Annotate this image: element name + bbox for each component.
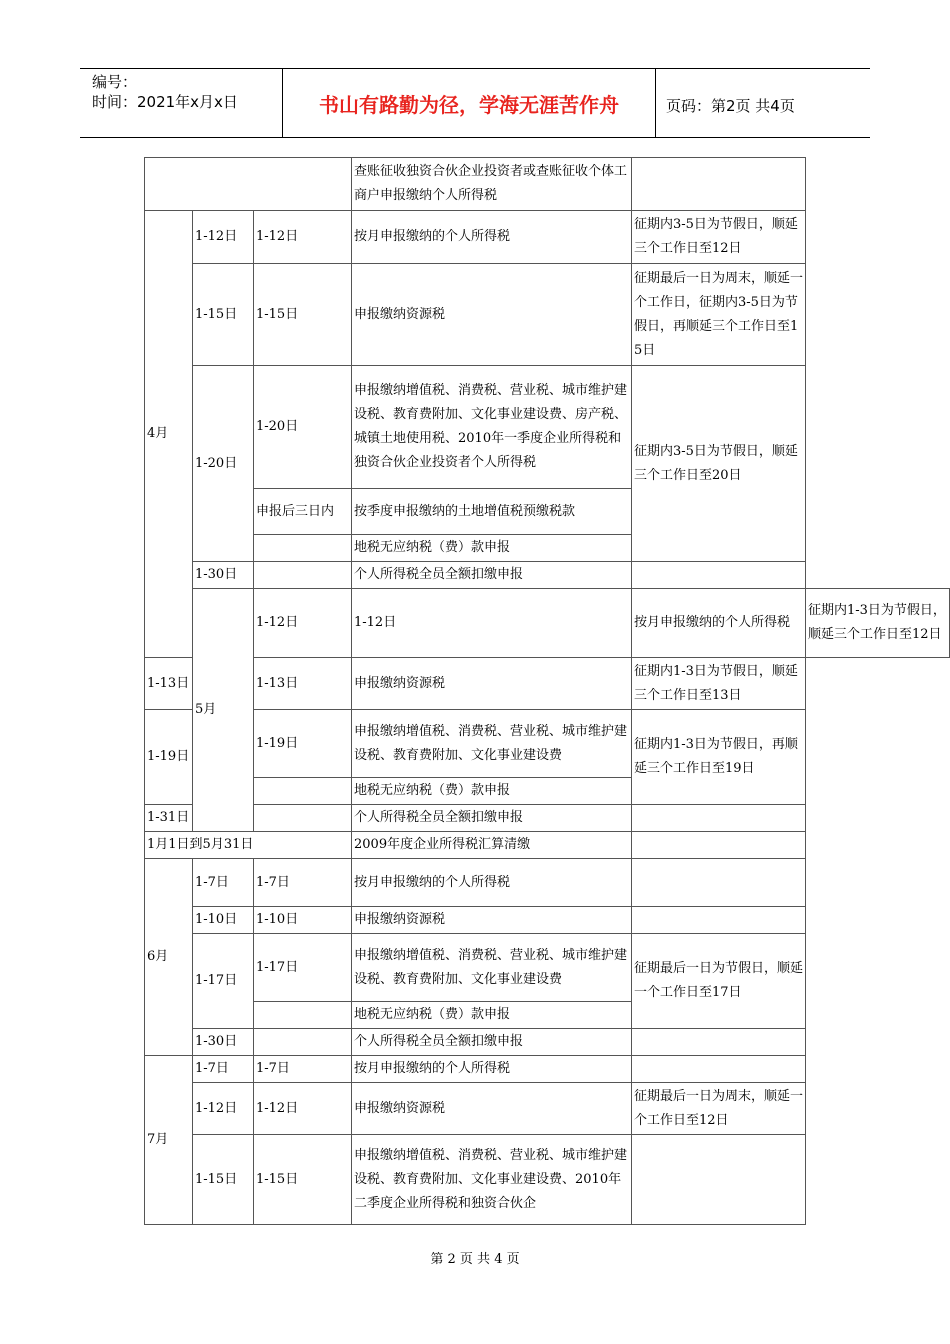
table-row	[145, 778, 950, 805]
deadline-cell: 1-12日	[254, 211, 352, 264]
table-row	[145, 832, 950, 859]
note-cell: 征期内1-3日为节假日，顺延三个工作日至13日	[632, 658, 806, 710]
item-cell: 个人所得税全员全额扣缴申报	[352, 805, 632, 832]
deadline-cell: 1-17日	[254, 934, 352, 1002]
period-cell: 1-7日	[193, 1056, 254, 1083]
period-cell: 1-30日	[193, 1029, 254, 1056]
table-row	[145, 907, 950, 934]
period-cell: 1-15日	[193, 1135, 254, 1225]
table-row	[145, 366, 950, 489]
tax-calendar-table	[144, 157, 950, 1225]
item-cell: 申报缴纳资源税	[352, 1083, 632, 1135]
table-row	[145, 1029, 950, 1056]
deadline-cell: 1-20日	[254, 366, 352, 489]
page-header	[80, 68, 870, 138]
item-cell: 地税无应纳税（费）款申报	[352, 535, 632, 562]
table-row	[145, 489, 950, 535]
table-row	[145, 264, 950, 366]
deadline-cell: 1-7日	[254, 1056, 352, 1083]
month-cell: 5月	[193, 589, 254, 832]
table-row	[145, 934, 950, 1002]
deadline-cell: 1-10日	[254, 907, 352, 934]
deadline-cell: 1-13日	[254, 658, 352, 710]
note-cell: 征期最后一日为周末，顺延一个工作日，征期内3-5日为节假日，再顺延三个工作日至15日	[632, 264, 806, 366]
period-cell: 1-7日	[193, 859, 254, 907]
deadline-cell: 1-15日	[254, 1135, 352, 1225]
table-row	[145, 1083, 950, 1135]
table-row	[145, 211, 950, 264]
note-cell: 征期内1-3日为节假日，顺延三个工作日至12日	[806, 589, 950, 658]
table-row	[145, 805, 950, 832]
item-cell: 地税无应纳税（费）款申报	[352, 778, 632, 805]
period-cell: 1-13日	[145, 658, 193, 710]
period-cell: 1-20日	[193, 366, 254, 562]
table-row	[145, 859, 950, 907]
period-cell: 1-10日	[193, 907, 254, 934]
note-cell: 征期最后一日为节假日，顺延一个工作日至17日	[632, 934, 806, 1029]
item-cell: 申报缴纳增值税、消费税、营业税、城市维护建设税、教育费附加、文化事业建设费	[352, 710, 632, 778]
period-cell: 1-19日	[145, 710, 193, 805]
month-cell: 6月	[145, 859, 193, 1056]
table-row	[145, 658, 950, 710]
table-row	[145, 158, 950, 211]
item-cell: 个人所得税全员全额扣缴申报	[352, 1029, 632, 1056]
table-row	[145, 535, 950, 562]
period-cell: 1-31日	[145, 805, 193, 832]
item-cell: 申报缴纳资源税	[352, 907, 632, 934]
item-cell: 2009年度企业所得税汇算清缴	[352, 832, 632, 859]
table-row	[145, 1002, 950, 1029]
period-cell: 1-12日	[193, 211, 254, 264]
month-cell: 7月	[145, 1056, 193, 1225]
deadline-cell: 申报后三日内	[254, 489, 352, 535]
header-motto: 书山有路勤为径，学海无涯苦作舟	[283, 69, 656, 137]
item-cell: 申报缴纳资源税	[352, 658, 632, 710]
item-cell: 地税无应纳税（费）款申报	[352, 1002, 632, 1029]
table-row	[145, 562, 950, 589]
item-cell: 按月申报缴纳的个人所得税	[352, 211, 632, 264]
item-cell: 按季度申报缴纳的土地增值税预缴税款	[352, 489, 632, 535]
month-cell: 4月	[145, 211, 193, 658]
item-cell: 按月申报缴纳的个人所得税	[632, 589, 806, 658]
note-cell: 征期内3-5日为节假日，顺延三个工作日至20日	[632, 366, 806, 562]
deadline-cell: 1-19日	[254, 710, 352, 778]
deadline-cell: 1-12日	[352, 589, 632, 658]
period-cell: 1-12日	[193, 1083, 254, 1135]
item-cell: 申报缴纳资源税	[352, 264, 632, 366]
period-cell: 1-12日	[254, 589, 352, 658]
note-cell: 征期内3-5日为节假日，顺延三个工作日至12日	[632, 211, 806, 264]
item-cell: 个人所得税全员全额扣缴申报	[352, 562, 632, 589]
range-cell: 1月1日到5月31日	[145, 832, 352, 859]
doc-time-label: 时间：2021年x月x日	[92, 93, 238, 111]
note-cell: 征期内1-3日为节假日，再顺延三个工作日至19日	[632, 710, 806, 805]
period-cell: 1-15日	[193, 264, 254, 366]
table-row	[145, 589, 950, 658]
item-cell: 按月申报缴纳的个人所得税	[352, 1056, 632, 1083]
item-cell: 按月申报缴纳的个人所得税	[352, 859, 632, 907]
doc-number-label: 编号：	[92, 73, 138, 91]
period-cell: 1-17日	[193, 934, 254, 1029]
period-cell: 1-30日	[193, 562, 254, 589]
table-row	[145, 1056, 950, 1083]
table-row	[145, 710, 950, 778]
table-row	[145, 1135, 950, 1225]
page-footer: 第 2 页 共 4 页	[430, 1252, 520, 1267]
deadline-cell: 1-7日	[254, 859, 352, 907]
item-cell: 申报缴纳增值税、消费税、营业税、城市维护建设税、教育费附加、文化事业建设费、房产税、城镇土地使用税、2010年一季度企业所得税和独资合伙企业投资者个人所得税	[352, 366, 632, 489]
deadline-cell: 1-12日	[254, 1083, 352, 1135]
item-cell: 申报缴纳增值税、消费税、营业税、城市维护建设税、教育费附加、文化事业建设费	[352, 934, 632, 1002]
header-page-label: 页码：第2页 共4页	[666, 97, 795, 115]
note-cell: 征期最后一日为周末，顺延一个工作日至12日	[632, 1083, 806, 1135]
header-meta	[80, 69, 283, 137]
item-cell: 申报缴纳增值税、消费税、营业税、城市维护建设税、教育费附加、文化事业建设费、2010年二季度企业所得税和独资合伙企	[352, 1135, 632, 1225]
deadline-cell: 1-15日	[254, 264, 352, 366]
item-cell: 查账征收独资合伙企业投资者或查账征收个体工商户申报缴纳个人所得税	[352, 158, 632, 211]
